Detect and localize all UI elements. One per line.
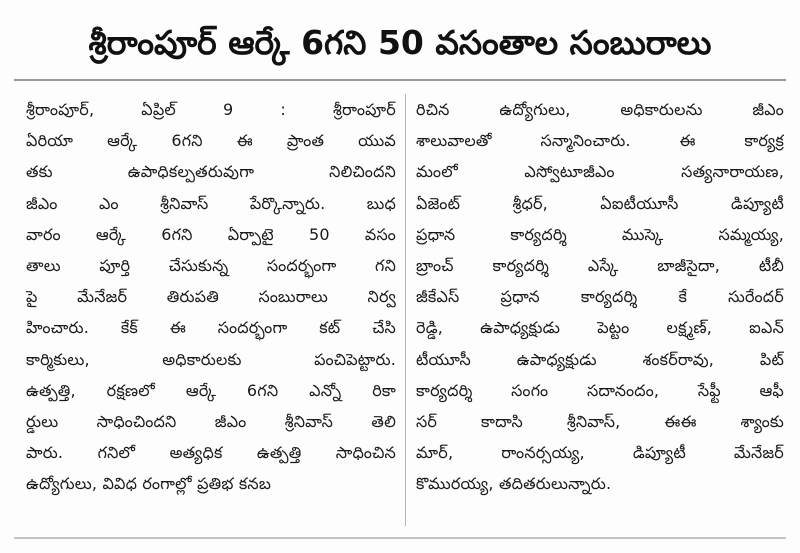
left-column bbox=[26, 94, 396, 499]
text-line: ఏరియా ఆర్కే 6గని ఈ ప్రాంత యువ bbox=[26, 131, 396, 151]
text-line: ఉత్పత్తి, రక్షణలో ఆర్కే 6గని ఎన్నో రికా bbox=[26, 380, 396, 400]
right-column bbox=[416, 94, 784, 499]
text-line: కార్మికులు, అధికారులకు పంచిపెట్టారు. bbox=[26, 349, 396, 369]
text-line: పై మేనేజర్ తిరుపతి సంబురాలు నిర్వ bbox=[26, 287, 396, 307]
text-line: రెడ్డి, ఉపాధ్యక్షుడు పెట్టం లక్ష్మణ్, ఐఎన్ bbox=[416, 318, 784, 338]
text-line: టీయూసీ ఉపాధ్యక్షుడు శంకర్‌రావు, పిట్ bbox=[416, 349, 784, 369]
text-line: ర్డులు సాధించిందని జీఎం శ్రీనివాస్ తెలి bbox=[26, 411, 396, 431]
text-line: శ్రీరాంపూర్, ఏప్రిల్ 9 : శ్రీరాంపూర్ bbox=[26, 100, 396, 119]
text-line: కార్యదర్శి సంగం సదానందం, సేఫ్టీ ఆఫీ bbox=[416, 380, 784, 400]
column-divider bbox=[405, 94, 406, 526]
bottom-rule bbox=[14, 537, 786, 539]
text-line: జీఎం ఎం శ్రీనివాస్ పేర్కొన్నారు. బుధ bbox=[26, 193, 396, 213]
text-line: శాలువాలతో సన్మానించారు. ఈ కార్యక్ర bbox=[416, 131, 784, 151]
article-headline: శ్రీరాంపూర్ ఆర్కే 6గని 50 వసంతాల సంబురాలు bbox=[88, 23, 712, 62]
text-line: హించారు. కేక్ ఈ సందర్భంగా కట్ చేసి bbox=[26, 318, 396, 338]
text-line: ప్రధాన కార్యదర్శి ముస్కె సమ్మయ్య, bbox=[416, 224, 784, 244]
text-line: పారు. గనిలో అత్యధిక ఉత్పత్తి సాధించిన bbox=[26, 443, 396, 463]
text-line: జీకేఎస్ ప్రధాన కార్యదర్శి కే సురేందర్ bbox=[416, 287, 784, 307]
text-line: తాలు పూర్తి చేసుకున్న సందర్భంగా గని bbox=[26, 255, 396, 275]
text-line: బ్రాంచ్ కార్యదర్శి ఎస్కే బాజీసైదా, టీబీ bbox=[416, 255, 784, 275]
text-line: కొమురయ్య, తదితరులున్నారు. bbox=[416, 474, 612, 494]
text-line: రిచిన ఉద్యోగులు, అధికారులను జీఎం bbox=[416, 100, 784, 119]
text-line: వారం ఆర్కే 6గని ఏర్పాటై 50 వసం bbox=[26, 224, 396, 244]
text-line: సర్ కాదాసి శ్రీనివాస్, ఈఈ శ్యాంకు bbox=[416, 411, 784, 431]
text-line: ఏజెంట్ శ్రీధర్, ఏఐటీయూసీ డిప్యూటీ bbox=[416, 193, 784, 213]
headline-rule bbox=[14, 79, 786, 81]
text-line: ఉద్యోగులు, వివిధ రంగాల్లో ప్రతిభ కనబ bbox=[26, 474, 272, 494]
text-line: తకు ఉపాధికల్పతరువుగా నిలిచిందని bbox=[26, 162, 396, 182]
text-line: మార్, రాంనర్సయ్య, డిప్యూటీ మేనేజర్ bbox=[416, 443, 784, 463]
text-line: మంలో ఎస్వోటూజీఎం సత్యనారాయణ, bbox=[416, 162, 784, 182]
